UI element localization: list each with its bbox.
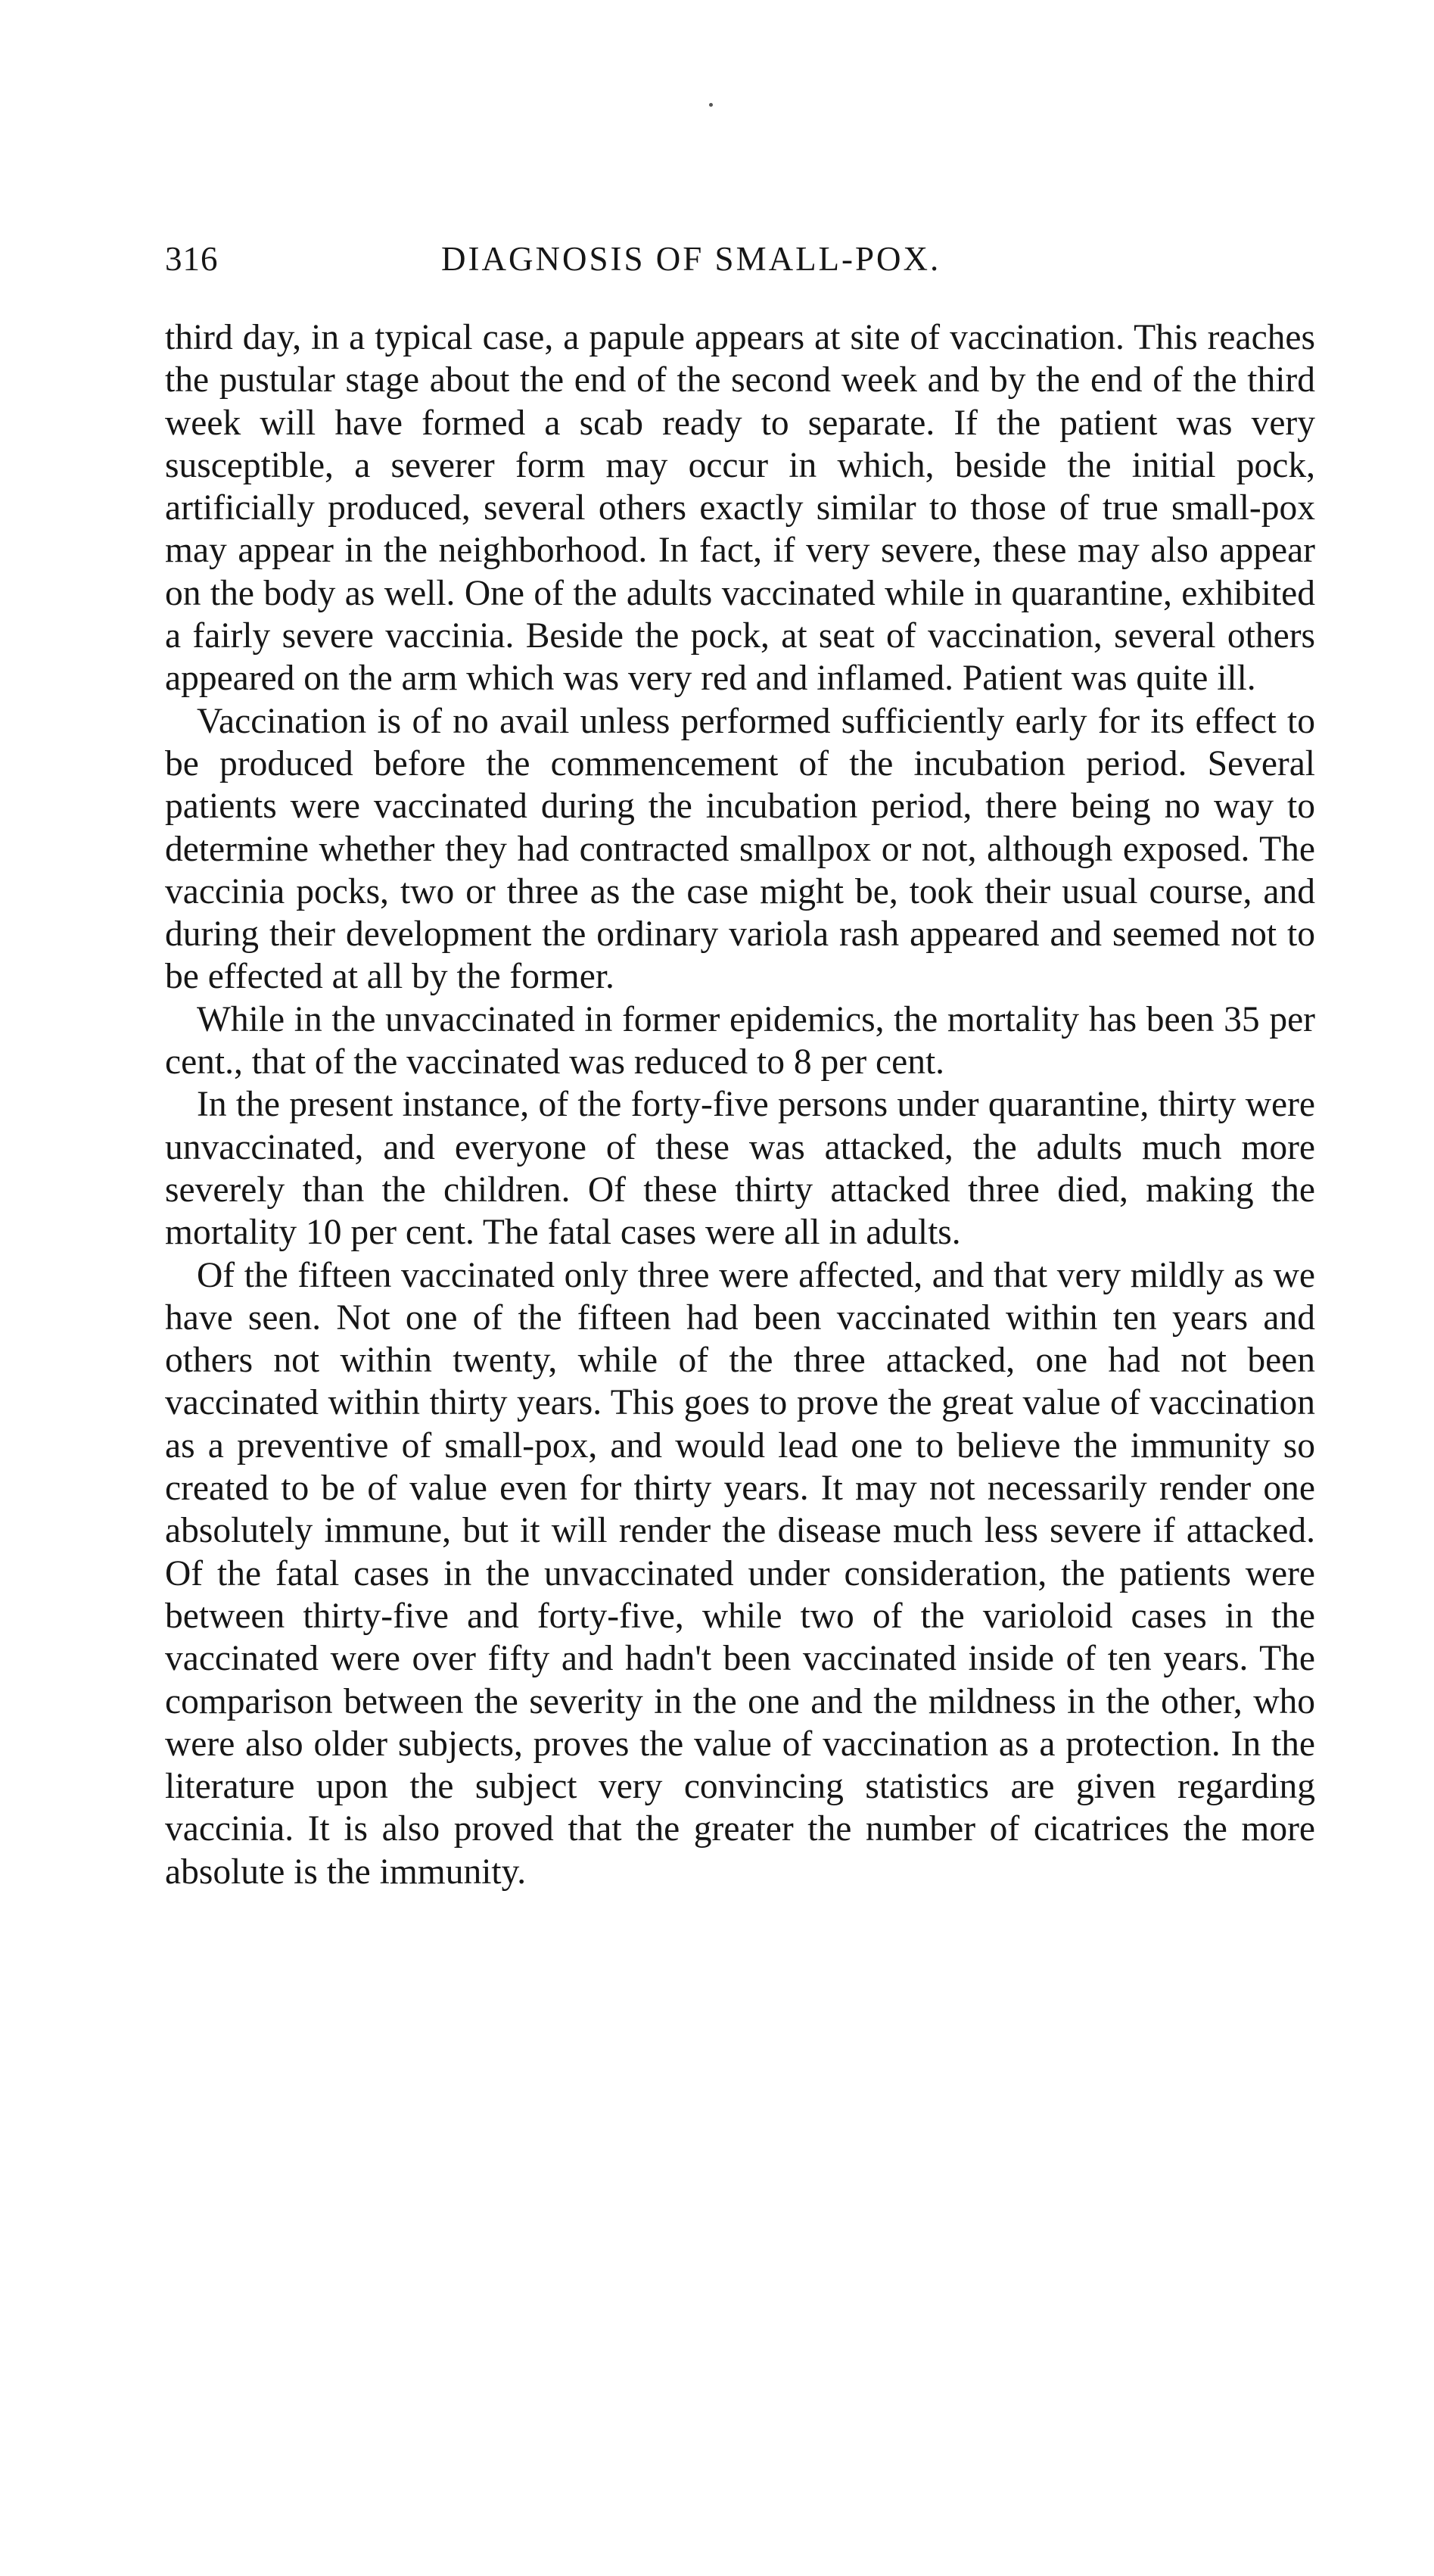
running-title: DIAGNOSIS OF SMALL-POX. [441,240,941,278]
paragraph-mortality-rates: While in the unvaccinated in former epidemics, the mortality has been 35 per cent., that of the vaccinated was reduced to 8 per cent. [165,999,1315,1082]
paragraph-vaccination-timing: Vaccination is of no avail unless performed sufficiently early for its effect to be produced before the commencement of the incubation period. Several patients were vaccinated during the incubation period, there being no way to determine whether they had contracted smallpox or not, although exposed. The vaccinia pocks, two or three as the case might be, took their usual course, and during their development the ordinary variola rash appeared and seemed not to be effected at all by the former. [165,701,1315,997]
print-speck [709,103,713,107]
page-number: 316 [165,240,219,278]
running-head [165,236,1315,282]
paragraph-continuation: third day, in a typical case, a papule appears at site of vaccination. This reaches the pustular stage about the end of the second week and by the end of the third week will have formed a scab ready to separate. If the patient was very susceptible, a severer form may occur in which, beside the initial pock, artificially produced, several others exactly similar to those of true small-pox may appear in the neighborhood. In fact, if very severe, these may also appear on the body as well. One of the adults vaccinated while in quarantine, exhibited a fairly severe vaccinia. Beside the pock, at seat of vaccination, several others appeared on the arm which was very red and inflamed. Patient was quite ill. [165,318,1315,699]
paragraph-vaccinated-cases: Of the fifteen vaccinated only three were affected, and that very mildly as we have seen. Not one of the fifteen had been vaccinated within ten years and others not within twenty, while of the three attacked, one had not been vaccinated within thirty years. This goes to prove the great value of vaccination as a preventive of small-pox, and would lead one to believe the immunity so created to be of value even for thirty years. It may not necessarily render one absolutely immune, but it will render the disease much less severe if attacked. Of the fatal cases in the unvaccinated under consideration, the patients were between thirty-five and forty-five, while two of the varioloid cases in the vaccinated were over fifty and hadn't been vaccinated inside of ten years. The comparison between the severity in the one and the mildness in the other, who were also older subjects, proves the value of vaccination as a protection. In the literature upon the subject very convincing statistics are given regarding vaccinia. It is also proved that the greater the number of cicatrices the more absolute is the immunity. [165,1255,1315,1892]
paragraph-present-instance: In the present instance, of the forty-five persons under quarantine, thirty were unvaccinated, and everyone of these was attacked, the adults much more severely than the children. Of these thirty attacked three died, making the mortality 10 per cent. The fatal cases were all in adults. [165,1085,1315,1253]
body-text [165,316,1315,1893]
